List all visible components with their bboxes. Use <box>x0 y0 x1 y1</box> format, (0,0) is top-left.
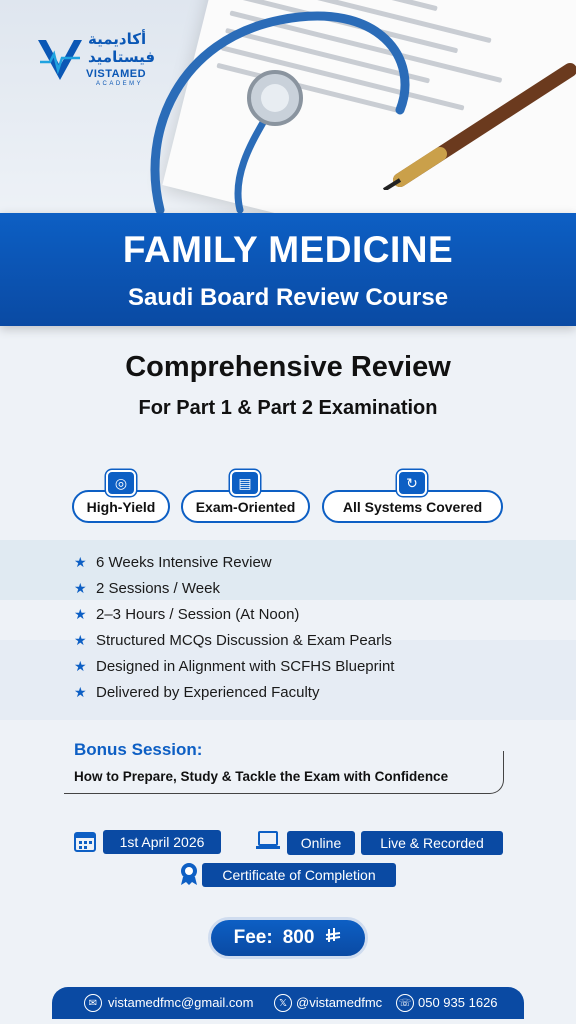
book-icon: ▤ <box>230 470 260 496</box>
headline-sub: For Part 1 & Part 2 Examination <box>138 397 438 419</box>
bonus-title: Bonus Session: <box>74 740 203 759</box>
logo-arabic-line1: أكاديمية <box>88 30 147 48</box>
x-social-icon: 𝕏 <box>274 994 292 1012</box>
star-icon: ★ <box>74 658 87 674</box>
fee-amount: 800 <box>282 927 315 948</box>
fee-label: Fee: <box>233 927 273 948</box>
pen-image <box>380 60 576 190</box>
star-icon: ★ <box>74 606 87 622</box>
refresh-icon: ↻ <box>397 470 427 496</box>
hero-image <box>0 0 576 222</box>
contact-social[interactable]: @vistamedfmc <box>296 995 383 1010</box>
stethoscope-image <box>120 0 420 220</box>
headline-main: Comprehensive Review <box>125 351 451 383</box>
certificate-badge: Certificate of Completion <box>202 863 396 887</box>
title-banner <box>0 213 576 326</box>
fee-badge <box>208 917 368 959</box>
logo-english: VISTAMED <box>86 68 147 80</box>
star-icon: ★ <box>74 580 87 596</box>
bonus-text: How to Prepare, Study & Tackle the Exam with Confidence <box>74 769 449 784</box>
v-logo-icon <box>36 36 84 84</box>
contact-phone[interactable]: 050 935 1626 <box>418 995 498 1010</box>
feature-label: Exam-Oriented <box>195 498 296 515</box>
riyal-currency-icon <box>324 927 342 950</box>
star-icon: ★ <box>74 632 87 648</box>
award-icon <box>178 862 200 892</box>
star-icon: ★ <box>74 554 87 570</box>
background-blur <box>0 640 576 720</box>
course-title: FAMILY MEDICINE <box>122 229 454 270</box>
date-badge: 1st April 2026 <box>103 830 221 854</box>
feature-label: High-Yield <box>86 498 156 515</box>
mode-badge: Online <box>287 831 355 855</box>
calendar-icon <box>74 830 96 858</box>
contact-footer <box>52 987 524 1019</box>
logo-tagline: ACADEMY <box>96 81 144 87</box>
feature-label: All Systems Covered <box>342 498 483 515</box>
email-icon: ✉ <box>84 994 102 1012</box>
phone-icon: ☏ <box>396 994 414 1012</box>
contact-email[interactable]: vistamedfmc@gmail.com <box>108 995 254 1010</box>
star-icon: ★ <box>74 684 87 700</box>
target-icon: ◎ <box>106 470 136 496</box>
format-badge: Live & Recorded <box>361 831 503 855</box>
academy-logo <box>36 30 164 92</box>
logo-arabic-line2: فيستاميد <box>88 48 156 66</box>
laptop-icon <box>255 830 281 858</box>
course-subtitle: Saudi Board Review Course <box>127 284 449 311</box>
